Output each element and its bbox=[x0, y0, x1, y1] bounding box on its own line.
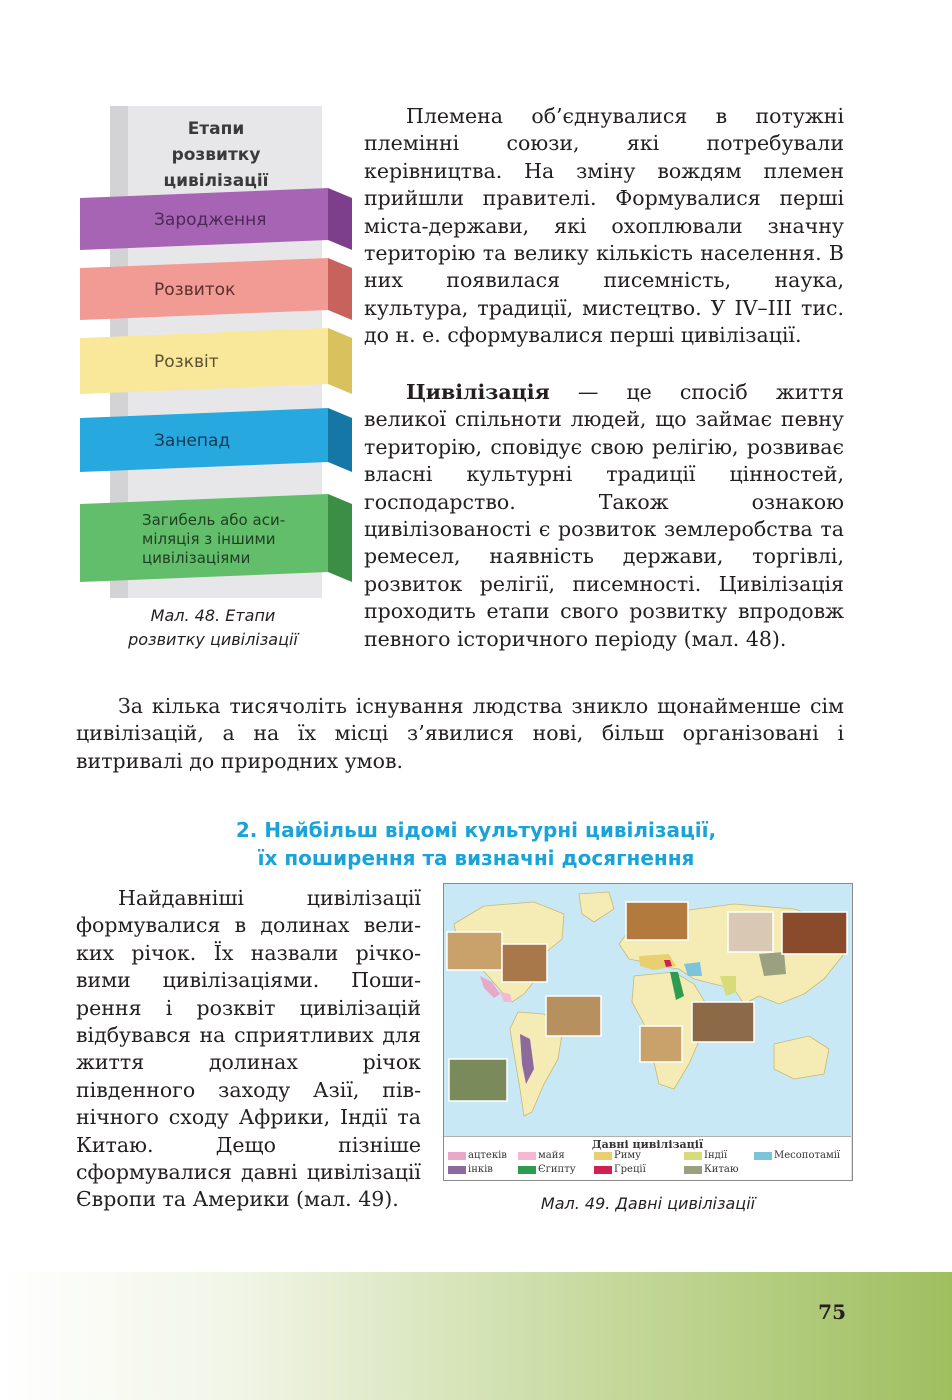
photo-colosseum bbox=[546, 996, 601, 1036]
paragraph-civilization-definition bbox=[364, 379, 844, 653]
legend-swatch-4 bbox=[684, 1152, 702, 1160]
photo-taj-mahal bbox=[728, 912, 773, 952]
legend-item-5 bbox=[754, 1150, 840, 1162]
legend-swatch-1 bbox=[448, 1152, 466, 1160]
stage-ribbon-fold-4 bbox=[328, 408, 352, 472]
photo-machu-picchu bbox=[449, 1059, 507, 1101]
section-heading-line-1: 2. Найбільш відомі культурні цивілізації, bbox=[235, 818, 717, 842]
caption-figure-49 bbox=[443, 1192, 853, 1216]
caption-49-text: Мал. 49. Давні цивілізації bbox=[540, 1194, 756, 1213]
legend-swatch-5 bbox=[754, 1152, 772, 1160]
legend-label-4: Індії bbox=[704, 1150, 728, 1161]
definition-text: — це спосіб життя великої спільноти людей, що займає певну територію, сповідує свою релігію, розвиває власні культурні традиції цінностей, господарство. Також ознакою цивілізованості є розвиток землеробства та ремесел, наявність держави, торгівлі, розвиток релігії, писемності. Цивілізація проходить етапи свого розвитку впродовж певного історичного періоду (мал. 48). bbox=[364, 380, 844, 651]
section-heading-line-2: їх поширення та визначні досягнення bbox=[257, 846, 695, 870]
figure-ancient-civilizations-map bbox=[443, 883, 853, 1181]
paragraph-river-text: Найдавніші цивілізації формувалися в долинах великих річок. Їх назвали річковими цивілізаціями. Поширення і розквіт цивілізацій відбувався на сприятливих для життя долинах річок південного заходу Азії, північного сходу Африки, Індії та Китаю. Дещо пізніше сформувалися давні цивілізації Європи та Америки (мал. 49). bbox=[76, 886, 421, 1212]
section-heading bbox=[0, 816, 952, 872]
paragraph-tribes-text: Племена об’єднувалися в потужні племінні союзи, які потребували керівництва. На зміну вождям племен прийшли правителі. Формувалися перші міста-держави, які охоплювали значну територію та велику кількість населення. В них появилася писемність, наука, культура, традиції, мистецтво. У IV–III тис. до н. е. сформувалися перші цивілізації. bbox=[364, 104, 844, 348]
map-legend bbox=[444, 1136, 851, 1181]
legend-label-1: ацтеків bbox=[468, 1150, 507, 1161]
legend-swatch-6 bbox=[448, 1166, 466, 1174]
legend-item-2 bbox=[518, 1150, 565, 1162]
legend-swatch-2 bbox=[518, 1152, 536, 1160]
caption-figure-48 bbox=[86, 604, 340, 652]
legend-label-5: Месопотамії bbox=[774, 1150, 841, 1161]
legend-item-8 bbox=[594, 1164, 646, 1176]
caption-48-line-1: Мал. 48. Етапи bbox=[150, 606, 276, 625]
paragraph-disappeared-text: За кілька тисячоліть існування людства зникло щонайменше сім цивілізацій, а на їх місці з’явилися нові, більш організовані і витривалі до природних умов. bbox=[76, 694, 844, 773]
stage-label-3-line-1: Розквіт bbox=[154, 352, 219, 372]
figure-civilization-stages bbox=[80, 106, 355, 598]
stage-ribbon-fold-3 bbox=[328, 328, 352, 394]
legend-item-9 bbox=[684, 1164, 739, 1176]
photo-sphinx bbox=[640, 1026, 682, 1062]
term-civilization: Цивілізація bbox=[406, 380, 550, 404]
stage-label-2-line-1: Розвиток bbox=[154, 280, 236, 300]
legend-title: Давні цивілізації bbox=[591, 1138, 704, 1151]
photo-ziggurat bbox=[692, 1002, 754, 1042]
photo-aztec-pyramid bbox=[447, 932, 502, 970]
stage-ribbon-fold-2 bbox=[328, 258, 352, 320]
legend-item-4 bbox=[684, 1150, 727, 1162]
stage-ribbon-fold-5 bbox=[328, 494, 352, 582]
legend-swatch-9 bbox=[684, 1166, 702, 1174]
stage-label-5-line-1: Загибель або аси- bbox=[142, 511, 286, 529]
stages-title-line-1: Етапи bbox=[187, 119, 245, 139]
stage-label-5-line-2: міляція з іншими bbox=[142, 530, 276, 548]
world-map bbox=[444, 884, 851, 1136]
photo-chinese-temple bbox=[782, 912, 847, 954]
paragraph-tribes bbox=[364, 103, 844, 350]
stages-title-line-3: цивілізації bbox=[163, 171, 269, 191]
caption-48-line-2: розвитку цивілізації bbox=[128, 630, 298, 649]
legend-label-9: Китаю bbox=[704, 1164, 739, 1175]
stage-label-1-line-1: Зародження bbox=[154, 210, 267, 230]
photo-acropolis bbox=[626, 902, 688, 940]
paragraph-disappeared-civilizations bbox=[76, 693, 844, 775]
legend-label-7: Єгипту bbox=[538, 1164, 576, 1175]
footer-band bbox=[0, 1272, 952, 1400]
legend-label-2: майя bbox=[538, 1150, 565, 1161]
stage-label-5-line-3: цивілізаціями bbox=[142, 549, 251, 567]
paragraph-river-civilizations bbox=[76, 885, 421, 1214]
legend-item-1 bbox=[448, 1150, 507, 1162]
legend-swatch-7 bbox=[518, 1166, 536, 1174]
stage-ribbon-fold-1 bbox=[328, 188, 352, 250]
stage-label-4-line-1: Занепад bbox=[154, 431, 231, 451]
legend-swatch-3 bbox=[594, 1152, 612, 1160]
legend-label-6: інків bbox=[468, 1164, 493, 1175]
photo-maya-pyramid bbox=[502, 944, 547, 982]
legend-item-6 bbox=[448, 1164, 493, 1176]
legend-label-3: Риму bbox=[614, 1150, 642, 1161]
stages-title-line-2: розвитку bbox=[171, 145, 261, 165]
legend-label-8: Греції bbox=[614, 1164, 646, 1175]
legend-item-7 bbox=[518, 1164, 576, 1176]
page-number: 75 bbox=[818, 1300, 846, 1324]
legend-swatch-8 bbox=[594, 1166, 612, 1174]
legend-item-3 bbox=[594, 1150, 641, 1162]
